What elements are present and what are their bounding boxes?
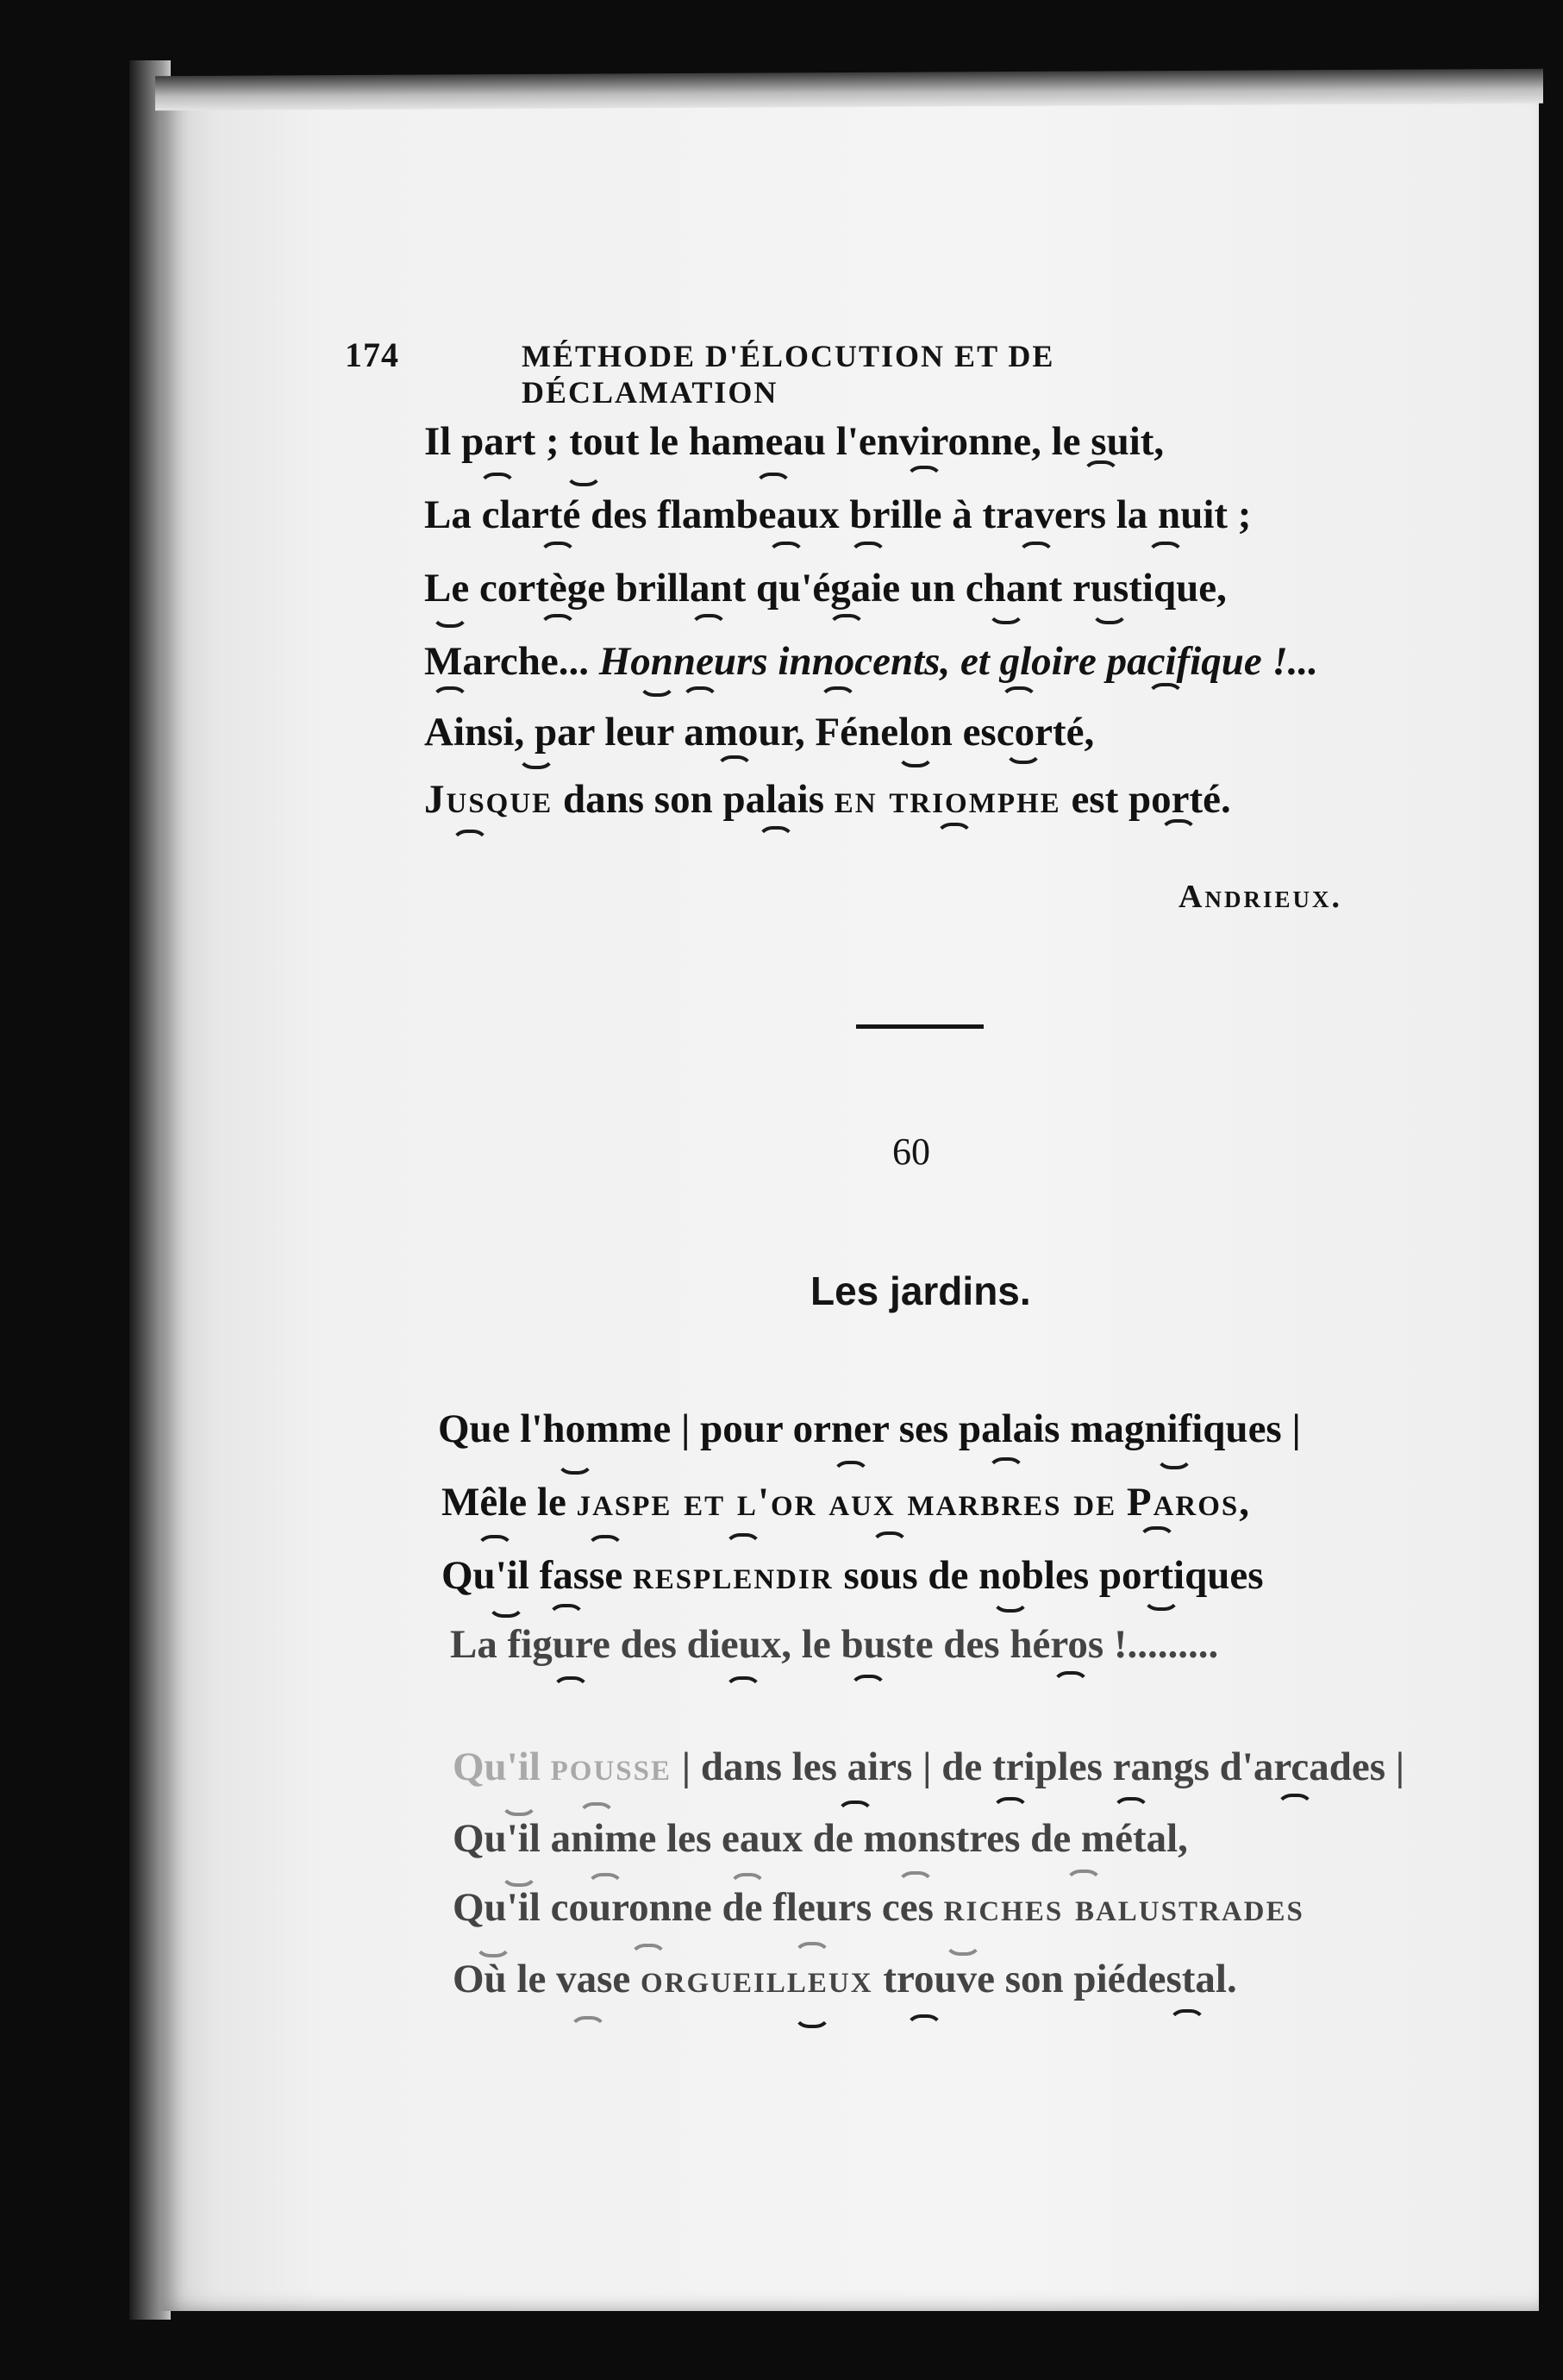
poem1-line-5: Ainsi, par leur amour, Fénelon escorté, [424,710,1095,755]
poem1-line-4-italic: Honneurs innocents, et gloire pacifique !... [598,639,1319,684]
page-top-edge [155,69,1543,110]
poem2-line-8-end: trouve son piédestal. [883,1957,1237,2001]
poem1-line-2: La clarté des flambeaux brille à travers la nuit ; [424,492,1252,537]
poem2-line-3-smallcaps: resplendir [632,1553,834,1598]
poem2-line-8-smallcaps: orgueilleux [641,1957,873,2001]
poem2-line-8 [453,1956,1237,2002]
poem2-line-7 [453,1884,1304,1931]
poem1-line-6-smallcaps: Jusque [424,777,553,822]
section-title: Les jardins. [810,1268,1031,1313]
section-number: 60 [892,1130,930,1173]
poem2-line-3-start: Qu'il fasse [441,1553,623,1598]
poem2-line-5-start: Qu'il [453,1744,541,1789]
poem1-line-6-mid: dans son palais [562,777,824,822]
poem2-line-2-start: Mêle le [441,1480,566,1525]
poem2-line-5-end: | dans les airs | de triples rangs d'arcades | [681,1744,1405,1789]
section-divider [856,1024,984,1029]
poem2-line-5-smallcaps: pousse [550,1744,672,1789]
poem2-line-4: La figure des dieux, le buste des héros !......... [450,1622,1219,1667]
poem2-line-2-paros: Paros, [1126,1480,1252,1525]
poem2-line-3-end: sous de nobles portiques [843,1553,1264,1598]
poem1-line-4 [424,638,1318,685]
poem2-line-6: Qu'il anime les eaux de monstres de métal, [453,1816,1188,1861]
running-title: MÉTHODE D'ÉLOCUTION ET DE DÉCLAMATION [522,339,1055,410]
poem1-author: Andrieux. [1179,879,1342,915]
poem1-line-6-smallcaps-2: en triomphe [834,777,1061,822]
poem2-line-1: Que l'homme | pour orner ses palais magnifiques | [438,1406,1301,1451]
poem1-line-6-end: est porté. [1071,777,1231,822]
poem1-line-4-start: Marche... [424,639,589,684]
poem2-line-7-start: Qu'il couronne de fleurs ces [453,1885,934,1930]
poem1-line-6 [424,776,1231,823]
poem2-line-8-start: Où le vase [453,1957,631,2001]
poem2-line-7-smallcaps: riches balustrades [943,1885,1304,1930]
poem2-line-5 [453,1744,1404,1790]
poem1-line-3: Le cortège brillant qu'égaie un chant rustique, [424,566,1227,611]
page-number: 174 [345,335,399,374]
poem1-line-1: Il part ; tout le hameau l'environne, le suit, [424,419,1165,464]
poem2-line-2 [441,1479,1251,1525]
running-header [345,335,1293,410]
poem2-line-2-smallcaps: jaspe et l'or aux marbres de [576,1480,1117,1525]
poem2-line-3 [441,1552,1264,1599]
